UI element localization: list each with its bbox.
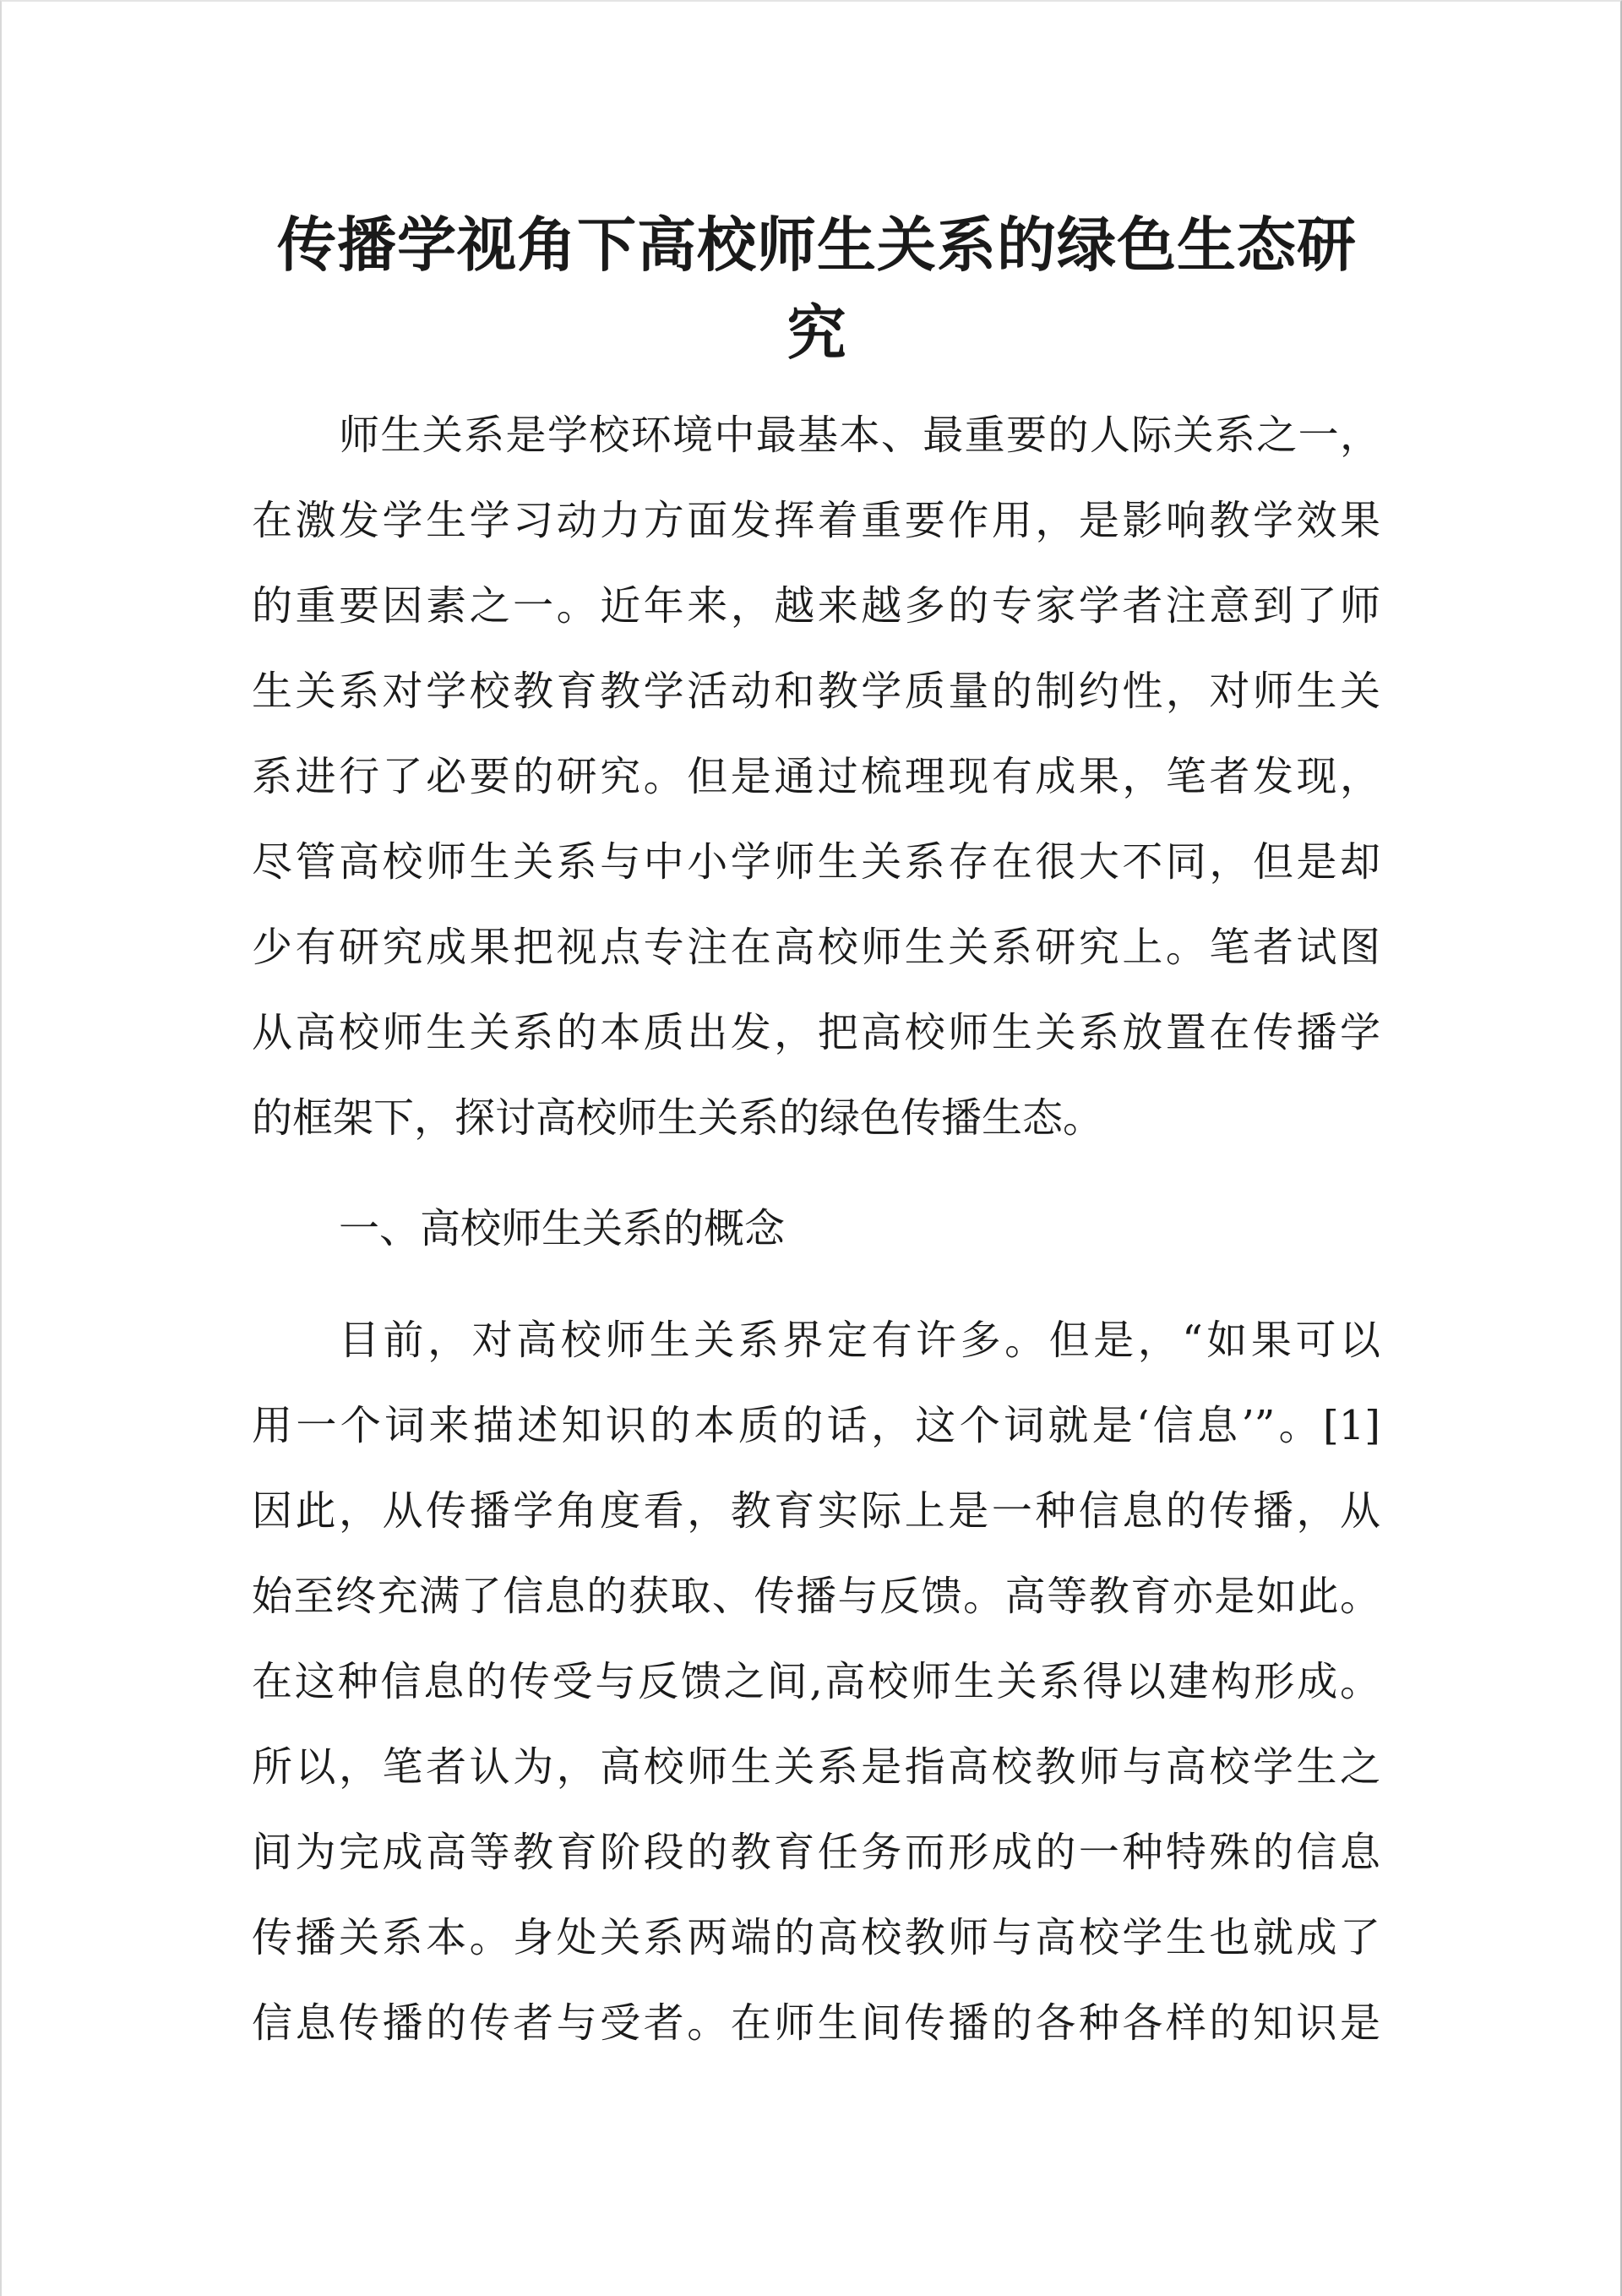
paragraph-line: 目前，对高校师生关系界定有许多。但是，“如果可以 <box>339 1317 1380 1364</box>
paragraph-line: 在这种信息的传受与反馈之间,高校师生关系得以建构形成。 <box>252 1658 1380 1705</box>
paragraph-line: 信息传播的传者与受者。在师生间传播的各种各样的知识是 <box>252 1999 1380 2047</box>
paragraph-line: 所以，笔者认为，高校师生关系是指高校教师与高校学生之 <box>252 1743 1380 1791</box>
paragraph-line: 传播关系本。身处关系两端的高校教师与高校学生也就成了 <box>252 1914 1380 1961</box>
paragraph-line: 系进行了必要的研究。但是通过梳理现有成果，笔者发现， <box>252 753 1380 800</box>
paragraph-line: 间为完成高等教育阶段的教育任务而形成的一种特殊的信息 <box>252 1829 1380 1876</box>
document-title: 传播学视角下高校师生关系的绿色生态研究 <box>277 210 1357 368</box>
paragraph-line: 少有研究成果把视点专注在高校师生关系研究上。笔者试图 <box>252 924 1380 971</box>
paragraph-line: 从高校师生关系的本质出发，把高校师生关系放置在传播学 <box>252 1009 1380 1056</box>
paragraph-line: 的框架下，探讨高校师生关系的绿色传播生态。 <box>252 1094 1104 1142</box>
paragraph-line: 用一个词来描述知识的本质的话，这个词就是‘信息’”。[1] <box>252 1402 1380 1449</box>
paragraph-line: 在激发学生学习动力方面发挥着重要作用，是影响教学效果 <box>252 497 1380 544</box>
paragraph-line: 尽管高校师生关系与中小学师生关系存在很大不同，但是却 <box>252 838 1380 886</box>
paragraph-line: 始至终充满了信息的获取、传播与反馈。高等教育亦是如此。 <box>252 1573 1380 1620</box>
section-heading: 一、高校师生关系的概念 <box>339 1205 786 1252</box>
paragraph-line: 生关系对学校教育教学活动和教学质量的制约性，对师生关 <box>252 668 1380 715</box>
paragraph-line: 的重要因素之一。近年来，越来越多的专家学者注意到了师 <box>252 582 1380 630</box>
paragraph-line: 师生关系是学校环境中最基本、最重要的人际关系之一， <box>339 412 1380 459</box>
paragraph-line: 因此，从传播学角度看，教育实际上是一种信息的传播，从 <box>252 1487 1380 1535</box>
